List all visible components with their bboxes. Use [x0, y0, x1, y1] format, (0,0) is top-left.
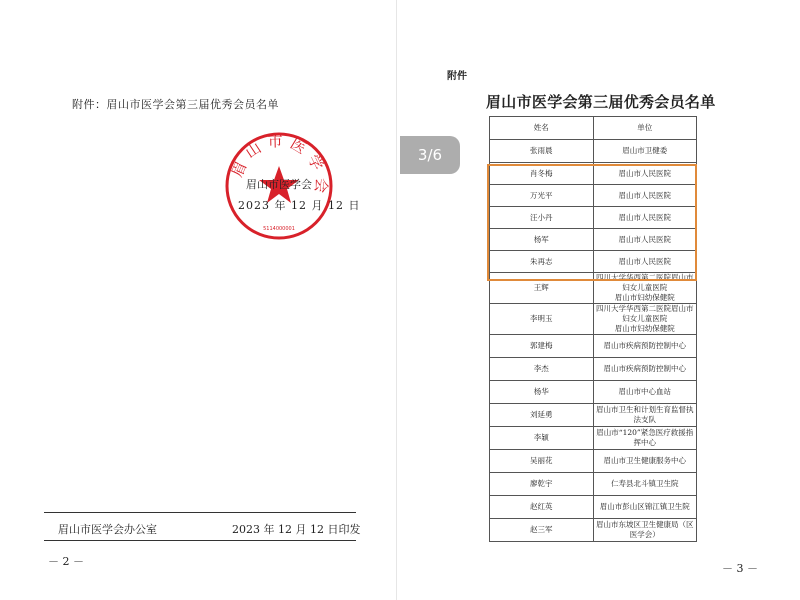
page-number-left: － 2 － — [48, 555, 84, 568]
member-unit: 眉山市疾病预防控制中心 — [593, 335, 697, 358]
member-name: 汪小丹 — [490, 207, 594, 229]
member-table — [489, 116, 697, 542]
footer-print-date: 2023 年 12 月 12 日印发 — [232, 523, 361, 536]
unit-line-2: 眉山市妇幼保健院 — [614, 324, 675, 333]
member-unit: 眉山市中心血站 — [593, 381, 697, 404]
table-row — [490, 496, 697, 519]
table-row — [490, 207, 697, 229]
member-unit: 眉山市彭山区锦江镇卫生院 — [593, 496, 697, 519]
unit-line-1: 四川大学华西第二医院眉山市妇女儿童医院 — [596, 273, 694, 292]
member-unit — [593, 273, 697, 304]
svg-text:眉山市医学会: 眉山市医学会 — [246, 178, 312, 191]
footer-office: 眉山市医学会办公室 — [58, 523, 157, 536]
member-name: 朱再志 — [490, 251, 594, 273]
unit-line-2: 眉山市妇幼保健院 — [614, 293, 675, 302]
member-name: 张雨晨 — [490, 140, 594, 163]
svg-text:眉山市医学会: 眉山市医学会 — [228, 132, 331, 200]
table-row — [490, 381, 697, 404]
member-name: 刘延勇 — [490, 404, 594, 427]
member-name: 赵红英 — [490, 496, 594, 519]
member-name: 赵三军 — [490, 519, 594, 542]
member-unit: 眉山市卫健委 — [593, 140, 697, 163]
table-row — [490, 404, 697, 427]
table-row — [490, 304, 697, 335]
seal-date: 2023 年 12 月 12 日 — [238, 199, 361, 212]
member-unit: 眉山市人民医院 — [593, 251, 697, 273]
member-unit — [593, 304, 697, 335]
table-row — [490, 450, 697, 473]
member-unit: 仁寿县北斗镇卫生院 — [593, 473, 697, 496]
page-indicator[interactable]: 3/6 — [400, 136, 460, 174]
seal-icon — [223, 130, 335, 242]
table-row — [490, 358, 697, 381]
table-row — [490, 229, 697, 251]
member-unit: 眉山市人民医院 — [593, 163, 697, 185]
member-unit: 眉山市卫生和计划生育监督执法支队 — [593, 404, 697, 427]
member-unit: 眉山市人民医院 — [593, 185, 697, 207]
table-row — [490, 140, 697, 163]
table-row — [490, 185, 697, 207]
svg-text:5114000001: 5114000001 — [263, 226, 295, 232]
member-unit: 眉山市人民医院 — [593, 229, 697, 251]
member-name: 李明玉 — [490, 304, 594, 335]
footer-rule-bottom — [44, 540, 356, 541]
member-name: 李颖 — [490, 427, 594, 450]
table-row — [490, 427, 697, 450]
table-row — [490, 335, 697, 358]
table-row — [490, 273, 697, 304]
member-name: 廖乾宇 — [490, 473, 594, 496]
member-unit: 眉山市“120”紧急医疗救援指挥中心 — [593, 427, 697, 450]
header-unit: 单位 — [593, 117, 697, 140]
attachment-line: 附件：眉山市医学会第三届优秀会员名单 — [72, 98, 279, 111]
attachment-label: 附件 — [447, 71, 467, 82]
member-name: 杨军 — [490, 229, 594, 251]
member-name: 王辉 — [490, 273, 594, 304]
page-title: 眉山市医学会第三届优秀会员名单 — [486, 93, 716, 111]
table-row — [490, 163, 697, 185]
member-unit: 眉山市卫生健康服务中心 — [593, 450, 697, 473]
unit-line-1: 四川大学华西第二医院眉山市妇女儿童医院 — [596, 304, 694, 323]
table-row — [490, 251, 697, 273]
official-seal — [223, 130, 335, 242]
member-name: 肖冬梅 — [490, 163, 594, 185]
member-name: 李杰 — [490, 358, 594, 381]
table-row — [490, 519, 697, 542]
page-divider — [396, 0, 397, 600]
member-unit: 眉山市疾病预防控制中心 — [593, 358, 697, 381]
table-row — [490, 473, 697, 496]
member-unit: 眉山市人民医院 — [593, 207, 697, 229]
member-name: 万光平 — [490, 185, 594, 207]
member-name: 杨华 — [490, 381, 594, 404]
footer-rule-top — [44, 512, 356, 513]
member-name: 吴丽花 — [490, 450, 594, 473]
member-name: 郭建梅 — [490, 335, 594, 358]
page-number-right: － 3 － — [722, 562, 758, 575]
member-unit: 眉山市东坡区卫生健康局（区医学会） — [593, 519, 697, 542]
header-name: 姓名 — [490, 117, 594, 140]
